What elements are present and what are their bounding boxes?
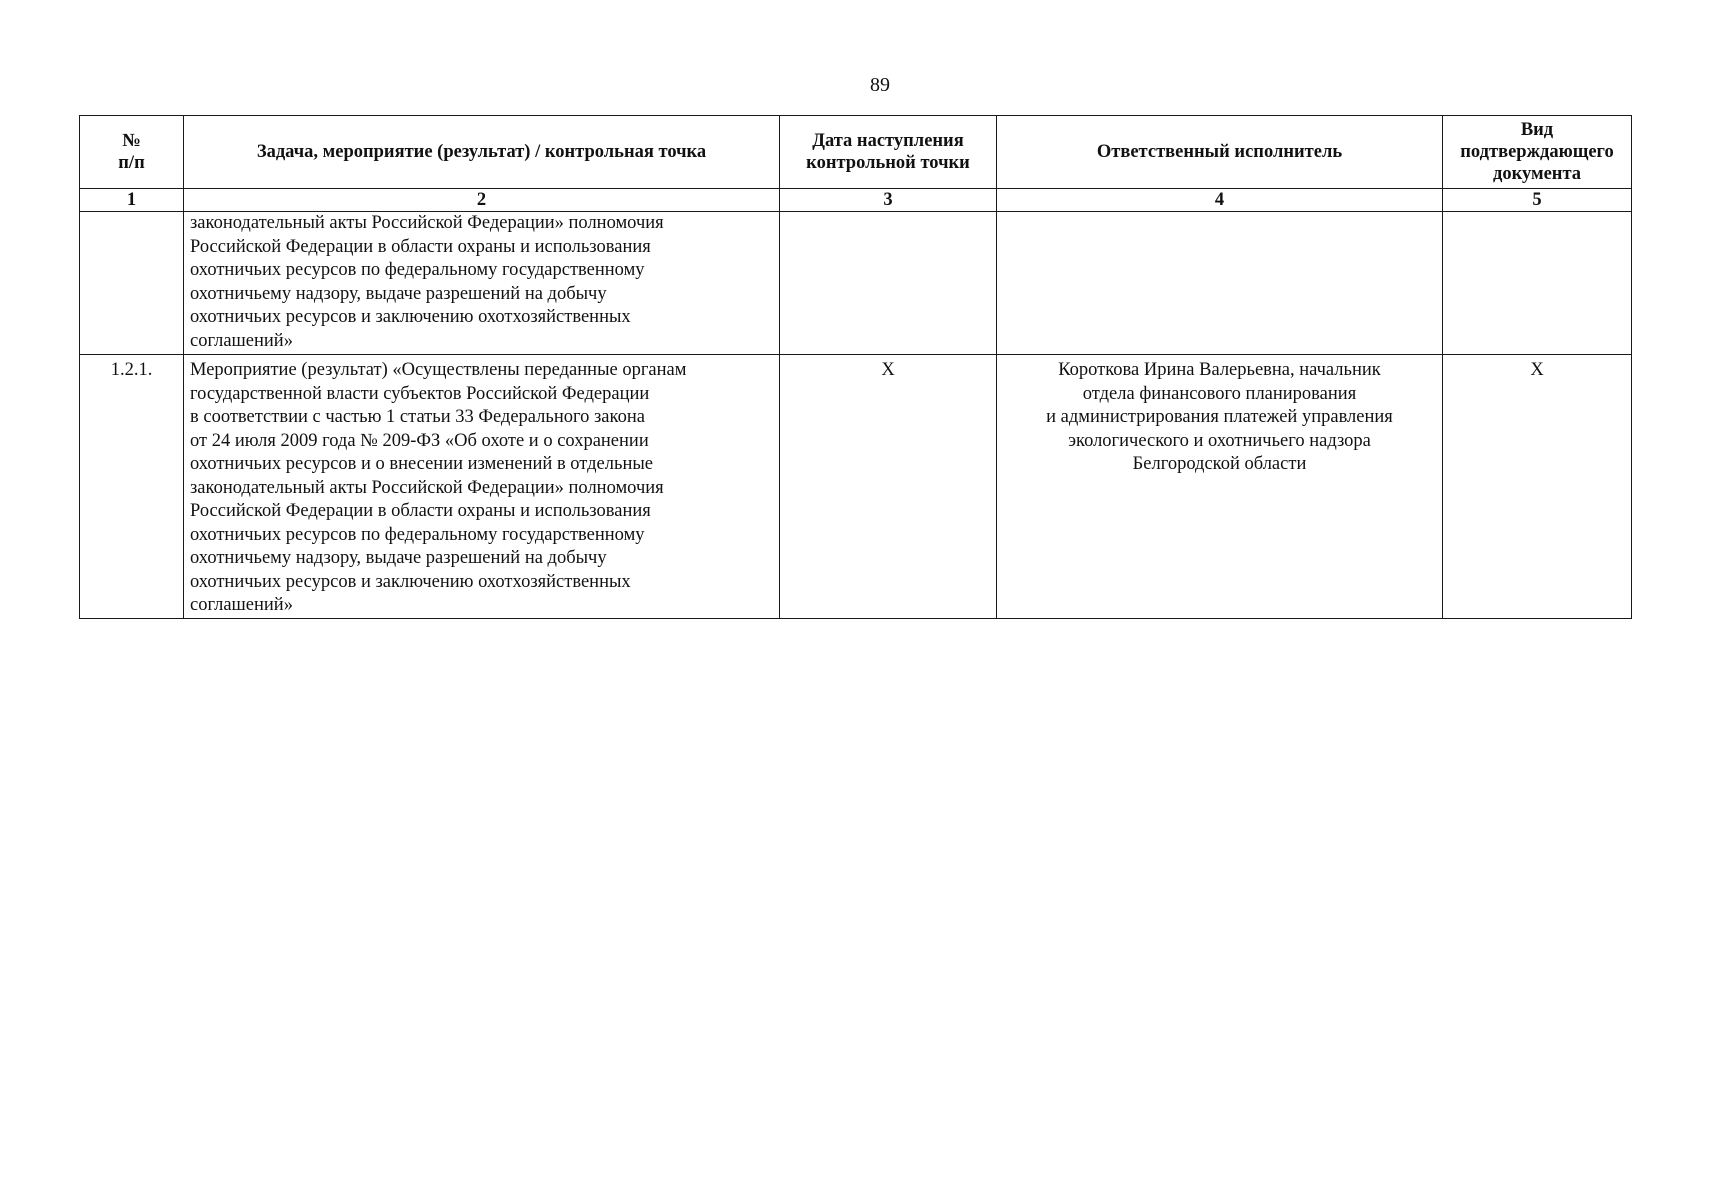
control-points-table [79,115,1632,619]
page-number: 89 [870,74,890,96]
header-num: № п/п [80,116,184,189]
header-date: Дата наступления контрольной точки [780,116,997,189]
row-responsible: Короткова Ирина Валерьевна, начальник отдела финансового планирования и администрирования платежей управления экологического и охотничьего надзора Белгородской области [997,355,1443,619]
header-document: Вид подтверждающего документа [1443,116,1632,189]
row-document: X [1443,355,1632,619]
row-document [1443,212,1632,355]
row-num [80,212,184,355]
row-num: 1.2.1. [80,355,184,619]
row-task: Мероприятие (результат) «Осуществлены переданные органам государственной власти субъектов Российской Федерации в соответствии с частью 1 статьи 33 Федерального закона от 24 июля 2009 года № 209-ФЗ «Об охоте и о сохранении охотничьих ресурсов и о внесении изменений в отдельные законодательный акты Российской Федерации» полномочия Российской Федерации в области охраны и использования охотничьих ресурсов по федеральному государственному охотничьему надзору, выдаче разрешений на добычу охотничьих ресурсов и заключению охотхозяйственных соглашений» [184,355,780,619]
table-row [80,355,1632,619]
column-number: 5 [1443,189,1632,212]
row-task: законодательный акты Российской Федерации» полномочия Российской Федерации в области охраны и использования охотничьих ресурсов по федеральному государственному охотничьему надзору, выдаче разрешений на добычу охотничьих ресурсов и заключению охотхозяйственных соглашений» [184,212,780,355]
header-task: Задача, мероприятие (результат) / контрольная точка [184,116,780,189]
row-responsible [997,212,1443,355]
table-row [80,212,1632,355]
column-number: 4 [997,189,1443,212]
header-responsible: Ответственный исполнитель [997,116,1443,189]
column-number: 3 [780,189,997,212]
column-numbers-row [80,189,1632,212]
header-row [80,116,1632,189]
column-number: 1 [80,189,184,212]
row-date: X [780,355,997,619]
column-number: 2 [184,189,780,212]
row-date [780,212,997,355]
